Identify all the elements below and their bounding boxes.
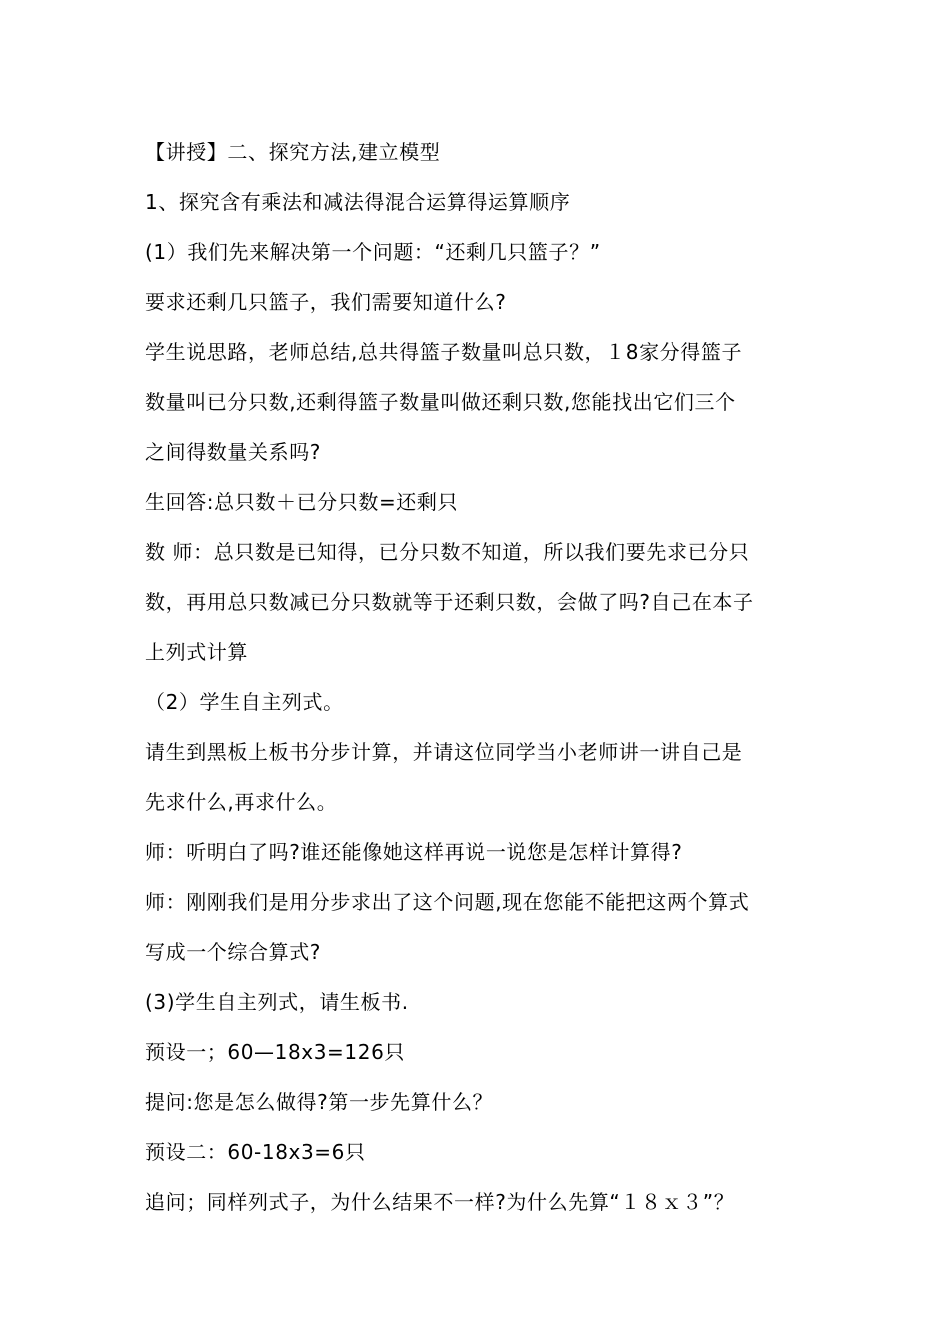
- paragraph-line: 请生到黑板上板书分步计算，并请这位同学当小老师讲一讲自己是: [145, 740, 743, 764]
- paragraph-line: 数量叫已分只数,还剩得篮子数量叫做还剩只数,您能找出它们三个: [145, 390, 736, 414]
- paragraph-line: 学生说思路，老师总结,总共得篮子数量叫总只数，１8家分得篮子: [145, 340, 743, 364]
- paragraph-line: 要求还剩几只篮子，我们需要知道什么?: [145, 290, 507, 314]
- paragraph-line: 先求什么,再求什么。: [145, 790, 338, 814]
- paragraph-line: 数，再用总只数减已分只数就等于还剩只数，会做了吗?自己在本子: [145, 590, 754, 614]
- paragraph-line: 写成一个综合算式?: [145, 940, 322, 964]
- paragraph-line: 预设一；60—18x3=126只: [145, 1040, 405, 1064]
- paragraph-line: 上列式计算: [145, 640, 248, 664]
- paragraph-line: 之间得数量关系吗?: [145, 440, 322, 464]
- paragraph-line: 提问:您是怎么做得?第一步先算什么？: [145, 1090, 494, 1114]
- subsection-heading: 1、探究含有乘法和减法得混合运算得运算顺序: [145, 190, 571, 214]
- paragraph-line: (1）我们先来解决第一个问题：“还剩几只篮子？”: [145, 240, 601, 264]
- paragraph-line: 生回答:总只数＋已分只数=还剩只: [145, 490, 459, 514]
- paragraph-line: 师：刚刚我们是用分步求出了这个问题,现在您能不能把这两个算式: [145, 890, 750, 914]
- paragraph-line: 追问；同样列式子，为什么结果不一样?为什么先算“１８ｘ３”？: [145, 1190, 735, 1214]
- paragraph-line: 预设二：60-18x3=6只: [145, 1140, 366, 1164]
- paragraph-line: （2）学生自主列式。: [145, 690, 344, 714]
- paragraph-line: 师：听明白了吗?谁还能像她这样再说一说您是怎样计算得?: [145, 840, 683, 864]
- paragraph-line: (3)学生自主列式，请生板书.: [145, 990, 409, 1014]
- paragraph-line: 数 师：总只数是已知得，已分只数不知道，所以我们要先求已分只: [145, 540, 750, 564]
- section-heading: 【讲授】二、探究方法,建立模型: [145, 140, 441, 164]
